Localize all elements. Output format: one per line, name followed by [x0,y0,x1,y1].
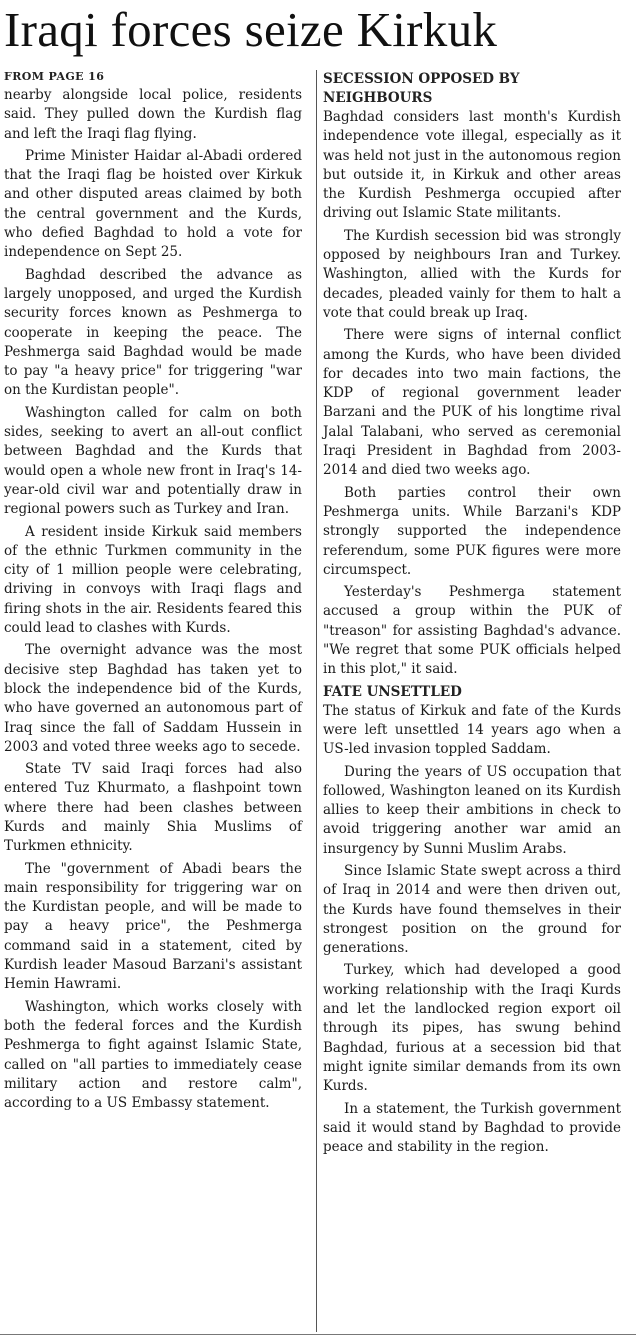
article-paragraph: The Kurdish secession bid was strongly opposed by neighbours Iran and Turkey. Washington, allied with the Kurds for decades, pleaded vainly for them to halt a vote that could break up Iraq. [323,227,621,321]
column-divider [316,70,317,1332]
article-paragraph: The "government of Abadi bears the main responsibility for triggering war on the Kurdistan people, and will be made to pay a heavy price", the Peshmerga command said in a statement, cited by Kurdish leader Masoud Barzani's assistant Hemin Hawrami. [4,860,302,993]
article-paragraph: Turkey, which had developed a good working relationship with the Iraqi Kurds and let the landlocked region export oil through its pipes, has swung behind Baghdad, furious at a secession bid that might ignite similar demands from its own Kurds. [323,962,621,1095]
article-paragraph: Washington called for calm on both sides, seeking to avert an all-out conflict between Baghdad and the Kurds that would open a whole new front in Iraq's 14-year-old civil war and potentially draw in regional powers such as Turkey and Iran. [4,404,302,518]
article-paragraph: nearby alongside local police, residents said. They pulled down the Kurdish flag and left the Iraqi flag flying. [4,87,302,142]
article-paragraph: During the years of US occupation that followed, Washington leaned on its Kurdish allies to keep their ambitions in check to avoid triggering another war amid an insurgency by Sunni Muslim Arabs. [323,763,621,857]
article-paragraph: The overnight advance was the most decisive step Baghdad has taken yet to block the independence bid of the Kurds, who have governed an autonomous part of Iraq since the fall of Saddam Hussein in 2003 and voted three weeks ago to secede. [4,642,302,755]
right-column [323,70,621,1160]
section-subhead: SECESSION OPPOSED BY NEIGHBOURS [323,71,520,106]
article-paragraph: There were signs of internal conflict among the Kurds, who have been divided for decades into two main factions, the KDP of regional government leader Barzani and the PUK of his longtime rival Jalal Talabani, who served as ceremonial Iraqi President in Baghdad from 2003-2014 and died two weeks ago. [323,327,621,479]
article-paragraph: Baghdad considers last month's Kurdish independence vote illegal, especially as it was held not just in the autonomous region but outside it, in Kirkuk and other areas the Kurdish Peshmerga occupied after driving out Islamic State militants. [323,109,621,222]
article-paragraph: In a statement, the Turkish government said it would stand by Baghdad to provide peace and stability in the region. [323,1100,621,1156]
section-subhead: FATE UNSETTLED [323,683,462,700]
article-paragraph: Washington, which works closely with both the federal forces and the Kurdish Peshmerga to fight against Islamic State, called on "all parties to immediately cease military action and restore calm", according to a US Embassy statement. [4,998,302,1112]
bottom-border [0,1334,636,1335]
article-paragraph: Yesterday's Peshmerga statement accused a group within the PUK of "treason" for assisting Baghdad's advance. "We regret that some PUK officials helped in this plot," it said. [323,584,621,678]
article-paragraph: State TV said Iraqi forces had also entered Tuz Khurmato, a flashpoint town where there had been clashes between Kurds and mainly Shia Muslims of Turkmen ethnicity. [4,761,302,855]
article-paragraph: Both parties control their own Peshmerga units. While Barzani's KDP strongly supported the independence referendum, some PUK figures were more circumspect. [323,484,621,578]
left-column [4,70,302,1116]
headline: Iraqi forces seize Kirkuk [4,2,498,57]
article-paragraph: Prime Minister Haidar al-Abadi ordered that the Iraqi flag be hoisted over Kirkuk and other disputed areas claimed by both the central government and the Kurds, who defied Baghdad to hold a vote for independence on Sept 25. [4,147,302,261]
article-paragraph: A resident inside Kirkuk said members of the ethnic Turkmen community in the city of 1 million people were celebrating, driving in convoys with Iraqi flags and firing shots in the air. Residents feared this could lead to clashes with Kurds. [4,523,302,637]
article-paragraph: Baghdad described the advance as largely unopposed, and urged the Kurdish security forces known as Peshmerga to cooperate in keeping the peace. The Peshmerga said Baghdad would be made to pay "a heavy price" for triggering "war on the Kurdistan people". [4,266,302,399]
continuation-kicker: FROM PAGE 16 [4,70,105,83]
article-paragraph: Since Islamic State swept across a third of Iraq in 2014 and were then driven out, the Kurds have found themselves in their strongest position on the ground for generations. [323,862,621,957]
article-paragraph: The status of Kirkuk and fate of the Kurds were left unsettled 14 years ago when a US-led invasion toppled Saddam. [323,702,621,758]
